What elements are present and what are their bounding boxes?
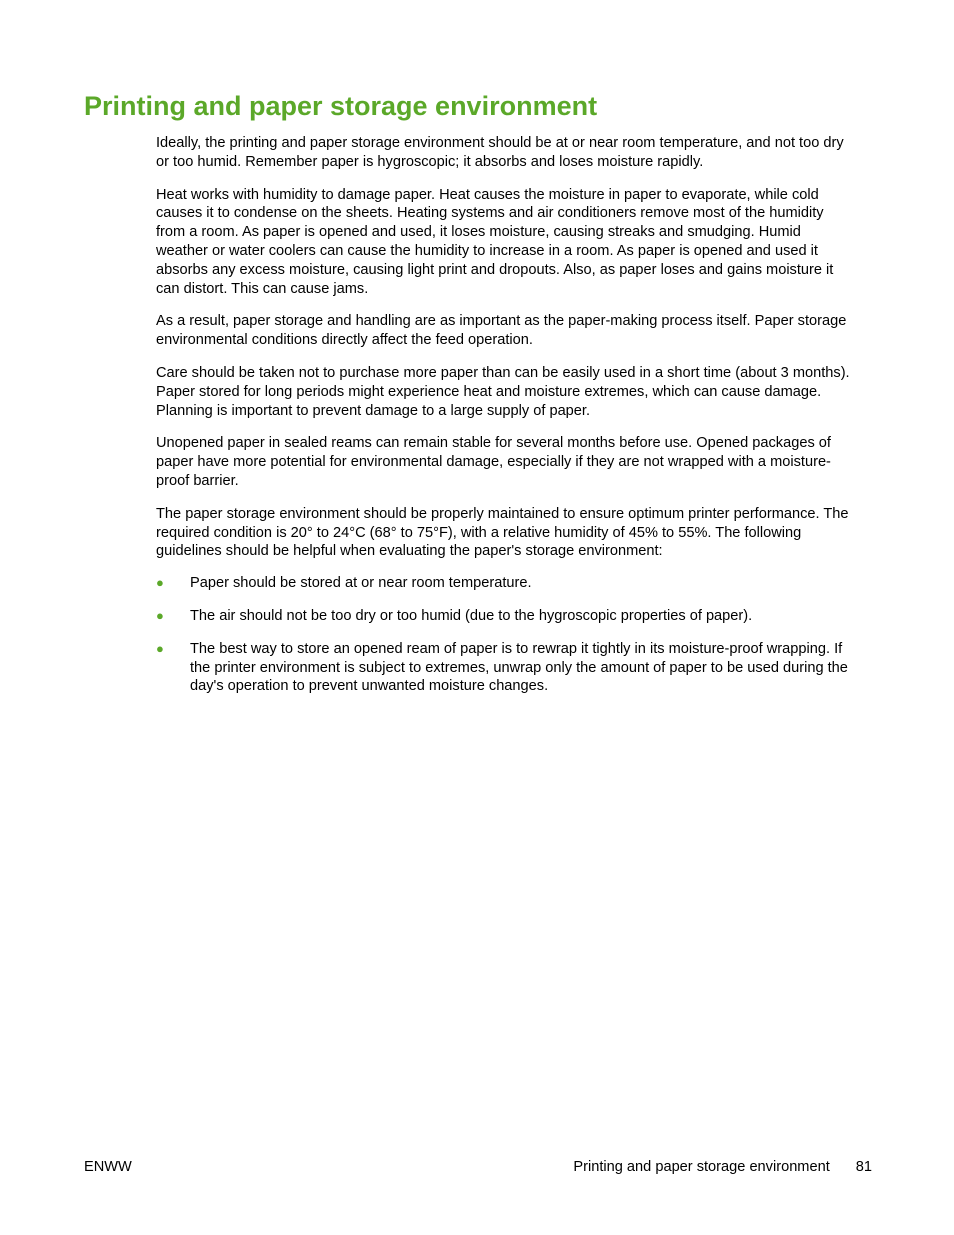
- document-body: [156, 134, 856, 710]
- list-item-text: The air should not be too dry or too humid (due to the hygroscopic properties of paper).: [190, 607, 753, 624]
- bullet-icon: ●: [156, 607, 164, 623]
- list-item-text: Paper should be stored at or near room temperature.: [190, 575, 532, 592]
- bullet-icon: ●: [156, 575, 164, 591]
- footer-right: [573, 1158, 872, 1176]
- paragraph-storage-handling: As a result, paper storage and handling are as important as the paper-making process itself. Paper storage environmental conditions directly affect the feed operation.: [156, 313, 847, 349]
- footer-label: ENWW: [84, 1159, 132, 1175]
- footer-section-title: Printing and paper storage environment: [573, 1159, 830, 1175]
- paragraph-purchase-care: Care should be taken not to purchase more paper than can be easily used in a short time (about 3 months). Paper stored for long periods might experience heat and moisture extremes, which can cause damage. Planning is important to prevent damage to a large supply of paper.: [156, 364, 850, 419]
- page-title: Printing and paper storage environment: [84, 91, 598, 121]
- page-number: 81: [855, 1159, 872, 1175]
- guidelines-list: [156, 574, 856, 696]
- list-item: [156, 640, 856, 696]
- list-item: [156, 607, 856, 626]
- list-item-text: The best way to store an opened ream of paper is to rewrap it tightly in its moisture-proof wrapping. If the printer environment is subject to extremes, unwrap only the amount of paper to be used during the day's operation to prevent unwanted moisture changes.: [190, 640, 848, 695]
- bullet-icon: ●: [156, 640, 164, 656]
- list-item: [156, 574, 856, 593]
- paragraph-heat-humidity: Heat works with humidity to damage paper. Heat causes the moisture in paper to evaporate, while cold causes it to condense on the sheets. Heating systems and air conditioners remove most of the humidity from a room. As paper is opened and used, it loses moisture, causing streaks and smudging. Humid weather or water coolers can cause the humidity to increase in a room. As paper is opened and used it absorbs any excess moisture, causing light print and dropouts. Also, as paper loses and gains moisture it can distort. This can cause jams.: [156, 186, 834, 297]
- paragraph-intro: Ideally, the printing and paper storage environment should be at or near room temperature, and not too dry or too humid. Remember paper is hygroscopic; it absorbs and loses moisture rapidly.: [156, 135, 844, 170]
- paragraph-required-conditions: The paper storage environment should be properly maintained to ensure optimum printer performance. The required condition is 20° to 24°C (68° to 75°F), with a relative humidity of 45% to 55%. The following guidelines should be helpful when evaluating the paper's storage environment:: [156, 505, 849, 560]
- paragraph-unopened-paper: Unopened paper in sealed reams can remain stable for several months before use. Opened packages of paper have more potential for environmental damage, especially if they are not wrapped with a moisture-proof barrier.: [156, 435, 831, 489]
